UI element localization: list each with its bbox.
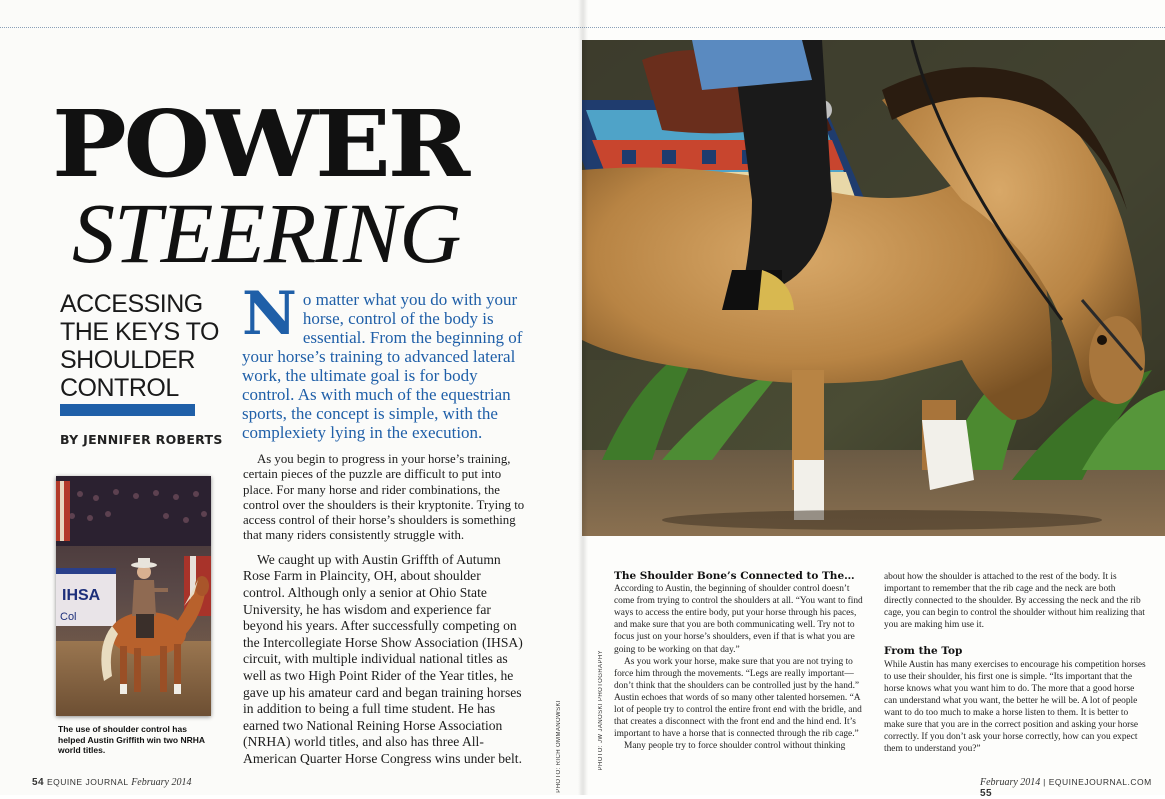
body-paragraph: As you begin to progress in your horse’s training, certain pieces of the puzzle are difficult to put into place. For many horse and rider combinations, the control over the shoulders is their kryptonite. Trying to access control of their horse’s shoulders is something that many riders consistently struggle with. [243,452,525,543]
issue-date: February 2014 [980,777,1041,788]
reining-horse-illustration [582,40,1165,536]
body-paragraph: We caught up with Austin Griffth of Autumn Rose Farm in Plaincity, OH, about shoulder control. Although only a senior at Ohio State University, he has wisdom and experience far beyond his years. After successfully competing on the Intercollegiate Horse Show Association (IHSA) circuit, with multiple individual national titles as well as two High Point Rider of the Year titles, he gave up his amateur card and began training horses in addition to being a full time student. He has earned two National Reining Horse Association (NRHA) world titles, and also has three All-American Quarter Horse Congress wins under belt. [243,551,523,766]
left-folio [32,777,191,788]
page-number: 55 [980,788,993,799]
publication-name: EQUINE JOURNAL [47,777,129,787]
body-paragraph: According to Austin, the beginning of shoulder control doesn’t come from trying to control the shoulders at all. “You want to find ways to access the entire body, put your horse through his paces, and make sure that you are both communicating well. Try not to focus just on your horse’s shoulders, even if that is what you are going to be working on that day.” [614,584,863,655]
article-deck: ACCESSING THE KEYS TO SHOULDER CONTROL [60,290,219,402]
body-paragraph: Many people try to force shoulder control without thinking [624,741,846,752]
intro-text: o matter what you do with your horse, control of the body is essential. From the beginning of your horse’s training to advanced lateral work, the ultimate goal is for body control. As with much of the equestrian sports, the concept is simple, with the complexiety lying in the execution. [242,290,523,442]
issue-date: February 2014 [131,777,192,788]
rider-photo [56,476,211,716]
page-number: 54 [32,777,45,788]
right-folio: February 2014 | EQUINEJOURNAL.COM 55 [980,777,1152,799]
website: EQUINEJOURNAL.COM [1048,777,1152,787]
photo-credit-text: PHOTO: JW JANOSKI PHOTOGRAPHY [598,650,604,771]
section-heading: The Shoulder Bone’s Connected to The… [614,570,855,582]
spine-gutter-shadow [578,0,588,795]
accent-bar [60,404,195,416]
right-column-2 [884,571,1146,755]
section-heading: From the Top [884,645,963,658]
body-paragraph: about how the shoulder is attached to the rest of the body. It is important to remember that the rib cage and the neck are both directly connected to the shoulder. By accessing the neck and the rib cage, you can begin to control the shoulder without him realizing that you are making him use it. [884,572,1145,631]
right-photo-credit [598,650,610,790]
byline: BY JENNIFER ROBERTS [60,432,223,447]
left-body-text [243,452,526,776]
ihsa-banner-text: IHSA [62,587,101,604]
drop-cap: N [242,279,297,349]
headline-steering: STEERING [72,185,461,281]
headline-power: POWER [52,90,467,198]
photo-credit-text: PHOTO: RICH OMMANOWSKI [556,700,562,793]
banner-subtext: Col [60,611,77,623]
rider-photo-illustration [56,476,211,716]
photo-caption: The use of shoulder control has helped Austin Griffith win two NRHA world titles. [58,724,205,755]
body-paragraph: While Austin has many exercises to encourage his competition horses to use their shoulder, his first one is simple. “Its important that the horse knows what you want him to do. The more that a good horse can understand what you want, the better he will be. A lot of people want to do too much to make a horse listen to them. It is better to make sure that you are in the correct position and asking your horse correctly. If you don’t ask your horse correctly, how can you expect them to understand you?” [884,659,1146,755]
intro-paragraph [242,279,527,442]
reining-horse-photo [582,40,1165,536]
left-photo-credit [556,700,568,793]
body-paragraph: As you work your horse, make sure that you are not trying to force him through the movements. “Legs are really important—don’t think that the shoulders can be controlled just by the hand.” Austin echoes that words of so many other talented horsemen. “A lot of people try to control the entire front end with the bridle, and that creates a disconnect with the front end and the hind end. It’s important to have a horse that is connected through the rib cage.” [614,656,862,740]
right-column-1 [614,570,868,752]
